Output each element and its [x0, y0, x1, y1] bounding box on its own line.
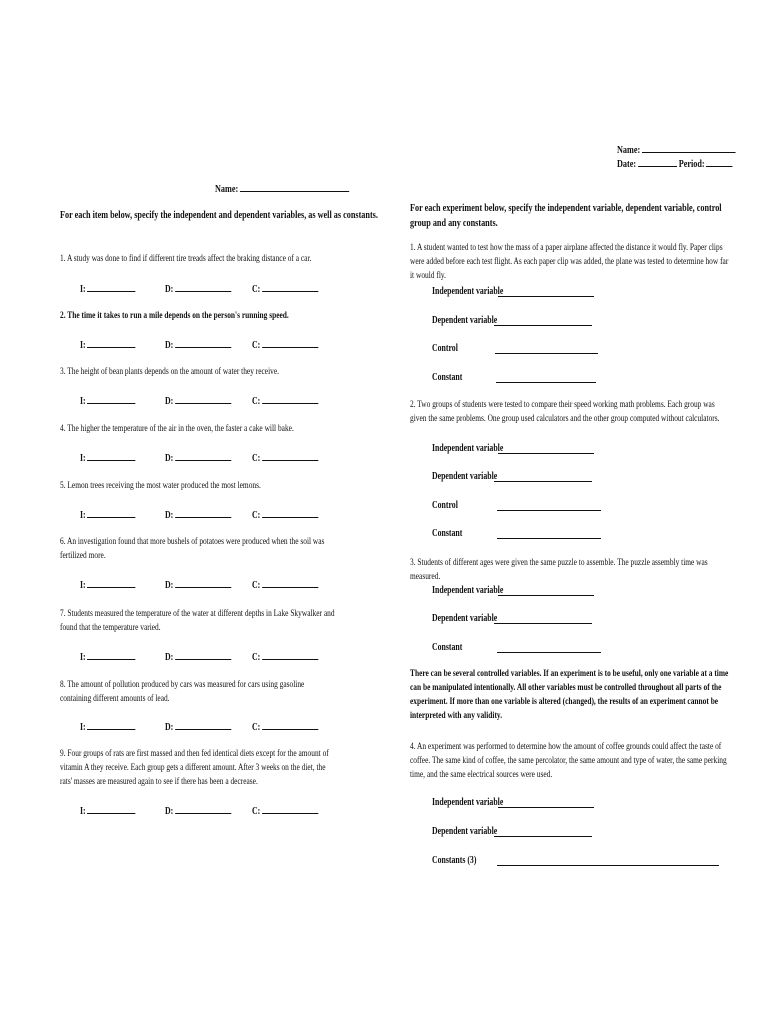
- answer-c-blank[interactable]: [262, 508, 318, 518]
- left-question-text: 1. A study was done to find if different tire treads affect the braking distance of a car.: [60, 254, 312, 264]
- answer-c-field: [252, 338, 337, 351]
- answer-d-field: [165, 394, 250, 407]
- answer-d-label: D:: [165, 510, 174, 521]
- answer-i-field: [80, 394, 151, 407]
- answer-c-field: [252, 508, 337, 521]
- answer-c-blank[interactable]: [262, 578, 318, 588]
- answer-d-blank[interactable]: [175, 720, 231, 730]
- answer-i-field: [80, 451, 151, 464]
- answer-c-label: C:: [252, 453, 261, 464]
- answer-c-blank[interactable]: [262, 720, 318, 730]
- answer-d-blank[interactable]: [175, 578, 231, 588]
- answer-d-field: [165, 508, 250, 521]
- answer-i-field: [80, 508, 151, 521]
- answer-d-field: [165, 804, 250, 817]
- answer-c-field: [252, 804, 337, 817]
- answer-d-blank[interactable]: [175, 508, 231, 518]
- left-name-blank[interactable]: [240, 182, 349, 192]
- header-period-blank[interactable]: [706, 157, 733, 167]
- exp2-independent-blank[interactable]: [498, 453, 594, 454]
- answer-d-label: D:: [165, 580, 174, 591]
- exp1-independent-label: Independent variable: [432, 286, 504, 297]
- exp2-constant-row: [432, 528, 471, 539]
- exp4-constants-row: [432, 855, 489, 866]
- answer-i-label: I:: [80, 340, 86, 351]
- answer-i-blank[interactable]: [87, 720, 135, 730]
- answer-c-label: C:: [252, 510, 261, 521]
- exp2-constant-label: Constant: [432, 528, 463, 539]
- left-question-7: [60, 607, 335, 635]
- answer-i-label: I:: [80, 453, 86, 464]
- left-question-text: 2. The time it takes to run a mile depends on the person's running speed.: [60, 311, 289, 321]
- answer-d-label: D:: [165, 340, 174, 351]
- header-date-label: Date:: [617, 159, 637, 170]
- answer-i-field: [80, 650, 151, 663]
- left-question-text: 8. The amount of pollution produced by cars was measured for cars using gasoline containing different amounts of lead.: [60, 680, 305, 704]
- exp3-constant-label: Constant: [432, 642, 463, 653]
- exp1-control-blank[interactable]: [495, 353, 598, 354]
- answer-c-blank[interactable]: [262, 451, 318, 461]
- right-instructions: For each experiment below, specify the independent variable, dependent variable, control group and any constants.: [410, 203, 722, 229]
- answer-d-field: [165, 451, 250, 464]
- answer-d-field: [165, 338, 250, 351]
- exp4-independent-blank[interactable]: [498, 807, 594, 808]
- experiment-3-text: 3. Students of different ages were given the same puzzle to assemble. The puzzle assembly time was measured.: [410, 558, 708, 582]
- exp2-dependent-blank[interactable]: [494, 481, 592, 482]
- answer-d-field: [165, 720, 250, 733]
- left-question-2: [60, 309, 353, 323]
- exp3-independent-label: Independent variable: [432, 585, 504, 596]
- left-question-text: 7. Students measured the temperature of the water at different depths in Lake Skywalker and found that the temperature varied.: [60, 609, 335, 633]
- left-question-6: [60, 535, 335, 563]
- exp2-independent-label: Independent variable: [432, 443, 504, 454]
- answer-c-field: [252, 720, 337, 733]
- answer-d-label: D:: [165, 652, 174, 663]
- answer-c-field: [252, 578, 337, 591]
- answer-c-field: [252, 394, 337, 407]
- answer-d-blank[interactable]: [175, 451, 231, 461]
- answer-c-blank[interactable]: [262, 282, 318, 292]
- header-date-blank[interactable]: [638, 157, 677, 167]
- left-question-text: 3. The height of bean plants depends on the amount of water they receive.: [60, 367, 280, 377]
- exp1-control-row: [432, 343, 465, 354]
- answer-i-blank[interactable]: [87, 282, 135, 292]
- answer-i-field: [80, 804, 151, 817]
- answer-d-label: D:: [165, 722, 174, 733]
- left-question-text: 4. The higher the temperature of the air in the oven, the faster a cake will bake.: [60, 424, 294, 434]
- experiment-2-text: 2. Two groups of students were tested to compare their speed working math problems. Each group was given the same problems. One group used calculators and the other group computed without calculators.: [410, 400, 720, 424]
- answer-c-label: C:: [252, 806, 261, 817]
- experiment-1-text: 1. A student wanted to test how the mass of a paper airplane affected the distance it would fly. Paper clips were added before each test flight. As each paper clip was added, the plane was tested to determine how far it would fly.: [410, 243, 729, 281]
- answer-i-field: [80, 578, 151, 591]
- answer-i-label: I:: [80, 806, 86, 817]
- exp3-independent-blank[interactable]: [498, 595, 594, 596]
- answer-d-blank[interactable]: [175, 394, 231, 404]
- left-question-text: 6. An investigation found that more bushels of potatoes were produced when the soil was fertilized more.: [60, 537, 325, 561]
- controlled-variables-note-text: There can be several controlled variables. If an experiment is to be useful, only one variable at a time can be manipulated intentionally. All other variables must be controlled throughout all parts of the experiment. If more than one variable is altered (changed), the results of an experiment cannot be interpreted with any validity.: [410, 669, 729, 721]
- answer-i-field: [80, 282, 151, 295]
- answer-c-blank[interactable]: [262, 650, 318, 660]
- exp3-dependent-blank[interactable]: [494, 623, 592, 624]
- answer-i-label: I:: [80, 722, 86, 733]
- answer-c-label: C:: [252, 580, 261, 591]
- answer-d-blank[interactable]: [175, 338, 231, 348]
- left-name-label: Name:: [215, 184, 239, 195]
- exp1-constant-label: Constant: [432, 372, 463, 383]
- experiment-4: [410, 740, 732, 782]
- exp4-dependent-blank[interactable]: [494, 836, 592, 837]
- experiment-2: [410, 398, 732, 426]
- answer-c-field: [252, 282, 337, 295]
- exp4-dependent-label: Dependent variable: [432, 826, 498, 837]
- answer-d-label: D:: [165, 806, 174, 817]
- header-period-label: Period:: [678, 159, 705, 170]
- answer-d-label: D:: [165, 396, 174, 407]
- controlled-variables-note: [410, 667, 732, 723]
- left-question-5: [60, 479, 317, 493]
- answer-c-label: C:: [252, 284, 261, 295]
- exp1-dependent-label: Dependent variable: [432, 315, 498, 326]
- exp3-constant-row: [432, 642, 471, 653]
- exp2-control-row: [432, 500, 465, 511]
- answer-i-label: I:: [80, 652, 86, 663]
- exp2-control-label: Control: [432, 500, 458, 511]
- answer-i-blank[interactable]: [87, 338, 135, 348]
- answer-i-label: I:: [80, 510, 86, 521]
- answer-c-label: C:: [252, 340, 261, 351]
- answer-d-field: [165, 578, 250, 591]
- exp4-constants-label: Constants (3): [432, 855, 477, 866]
- exp4-constants-blank[interactable]: [497, 865, 719, 866]
- answer-i-label: I:: [80, 284, 86, 295]
- answer-c-field: [252, 650, 337, 663]
- answer-i-blank[interactable]: [87, 451, 135, 461]
- header-name-blank[interactable]: [642, 143, 736, 153]
- exp1-dependent-blank[interactable]: [494, 325, 592, 326]
- left-question-3: [60, 365, 341, 379]
- answer-d-field: [165, 650, 250, 663]
- exp2-dependent-label: Dependent variable: [432, 471, 498, 482]
- exp4-independent-label: Independent variable: [432, 797, 504, 808]
- exp2-constant-blank[interactable]: [497, 538, 601, 539]
- left-instructions: For each item below, specify the independent and dependent variables, as well as constants.: [60, 210, 378, 221]
- exp1-independent-blank[interactable]: [498, 296, 594, 297]
- exp3-dependent-label: Dependent variable: [432, 613, 498, 624]
- experiment-4-text: 4. An experiment was performed to determine how the amount of coffee grounds could affect the taste of coffee. The same kind of coffee, the same percolator, the same amount and type of water, the same perking time, and the same electrical sources were used.: [410, 742, 727, 780]
- answer-c-field: [252, 451, 337, 464]
- exp1-control-label: Control: [432, 343, 458, 354]
- answer-i-blank[interactable]: [87, 650, 135, 660]
- experiment-1: [410, 241, 732, 283]
- left-question-text: 9. Four groups of rats are first massed and then fed identical diets except for the amount of vitamin A they receive. Each group gets a different amount. After 3 weeks on the diet, the rats' masses are measured again to see if there has been a decrease.: [60, 749, 329, 787]
- left-question-text: 5. Lemon trees receiving the most water produced the most lemons.: [60, 481, 261, 491]
- answer-c-label: C:: [252, 652, 261, 663]
- header-date-period-field: [617, 157, 765, 170]
- answer-d-blank[interactable]: [175, 282, 231, 292]
- answer-c-blank[interactable]: [262, 338, 318, 348]
- answer-c-blank[interactable]: [262, 394, 318, 404]
- answer-i-blank[interactable]: [87, 394, 135, 404]
- answer-c-label: C:: [252, 396, 261, 407]
- answer-d-blank[interactable]: [175, 804, 231, 814]
- exp1-constant-blank[interactable]: [496, 382, 596, 383]
- left-question-1: [60, 252, 382, 266]
- answer-c-blank[interactable]: [262, 804, 318, 814]
- left-name-field: [215, 182, 387, 195]
- exp1-constant-row: [432, 372, 471, 383]
- answer-i-field: [80, 338, 151, 351]
- answer-d-label: D:: [165, 453, 174, 464]
- header-name-label: Name:: [617, 145, 641, 156]
- experiment-3: [410, 556, 732, 584]
- answer-i-blank[interactable]: [87, 804, 135, 814]
- exp2-control-blank[interactable]: [497, 510, 601, 511]
- left-question-9: [60, 747, 335, 789]
- left-question-8: [60, 678, 335, 706]
- answer-c-label: C:: [252, 722, 261, 733]
- left-question-4: [60, 422, 360, 436]
- answer-i-blank[interactable]: [87, 578, 135, 588]
- answer-d-label: D:: [165, 284, 174, 295]
- answer-d-blank[interactable]: [175, 650, 231, 660]
- answer-i-field: [80, 720, 151, 733]
- answer-i-label: I:: [80, 580, 86, 591]
- header-name-field: [617, 143, 769, 156]
- exp3-constant-blank[interactable]: [497, 652, 601, 653]
- answer-i-label: I:: [80, 396, 86, 407]
- answer-i-blank[interactable]: [87, 508, 135, 518]
- answer-d-field: [165, 282, 250, 295]
